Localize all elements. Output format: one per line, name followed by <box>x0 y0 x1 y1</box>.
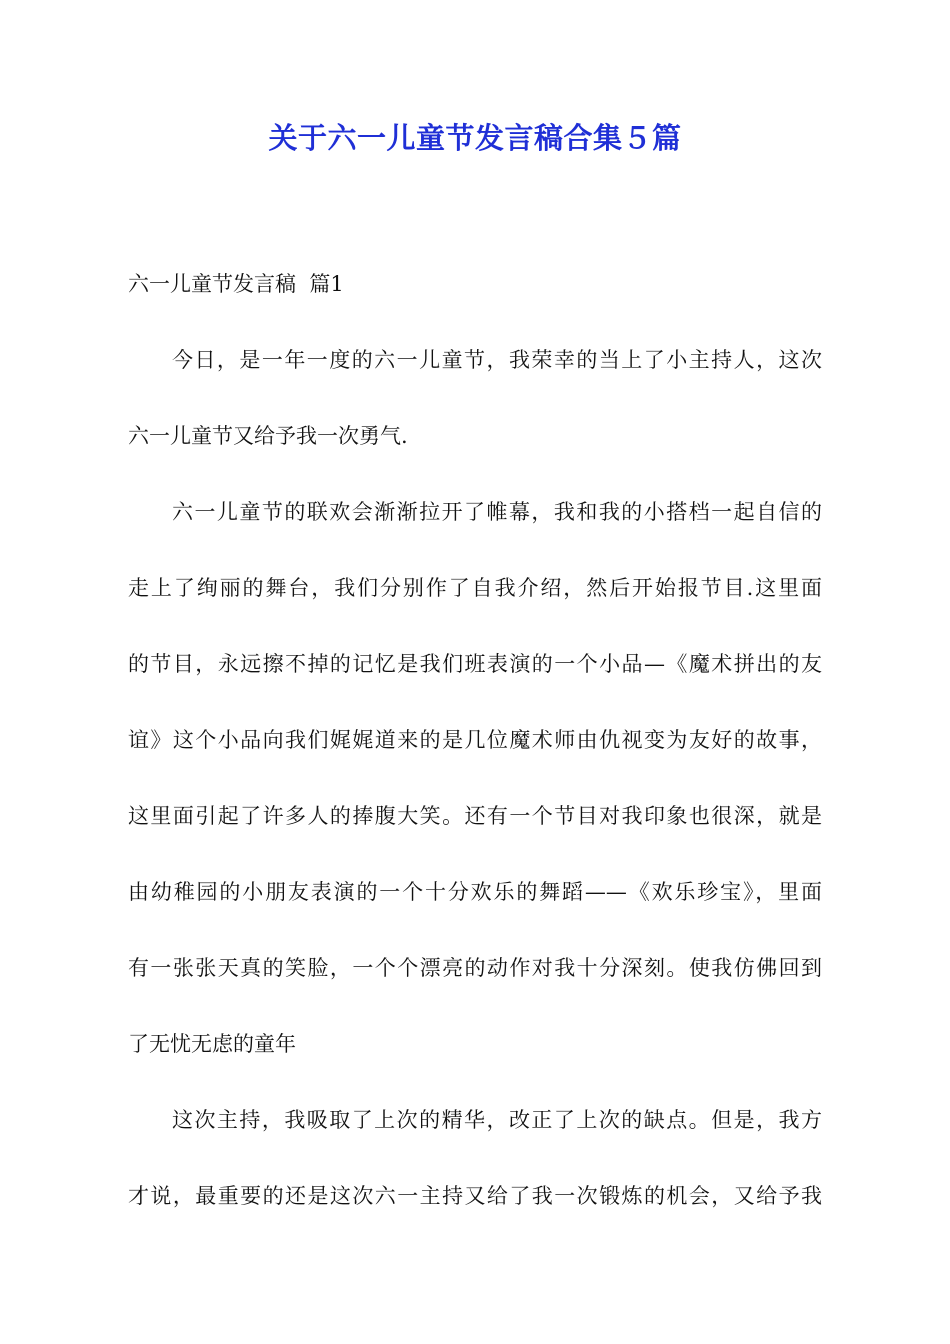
paragraph-line: 由幼稚园的小朋友表演的一个十分欢乐的舞蹈——《欢乐珍宝》，里面 <box>128 880 822 904</box>
paragraph-2 <box>128 492 822 1064</box>
paragraph-line: 六一儿童节的联欢会渐渐拉开了帷幕，我和我的小搭档一起自信的 <box>172 500 822 524</box>
paragraph-line: 这里面引起了许多人的捧腹大笑。还有一个节目对我印象也很深，就是 <box>128 804 822 828</box>
paragraph-line: 这次主持，我吸取了上次的精华，改正了上次的缺点。但是，我方 <box>172 1108 822 1132</box>
paragraph-1 <box>128 340 822 456</box>
paragraph-line: 谊》这个小品向我们娓娓道来的是几位魔术师由仇视变为友好的故事， <box>128 728 822 752</box>
paragraph-line: 有一张张天真的笑脸，一个个漂亮的动作对我十分深刻。使我仿佛回到 <box>128 956 822 980</box>
document-title: 关于六一儿童节发言稿合集５篇 <box>268 121 682 155</box>
section-heading: 六一儿童节发言稿 篇1 <box>128 272 344 296</box>
paragraph-line: 才说，最重要的还是这次六一主持又给了我一次锻炼的机会，又给予我 <box>128 1184 822 1208</box>
paragraph-3 <box>128 1100 822 1216</box>
paragraph-line: 今日，是一年一度的六一儿童节，我荣幸的当上了小主持人，这次 <box>172 348 822 372</box>
paragraph-line: 了无忧无虑的童年 <box>128 1032 296 1056</box>
document-body <box>128 264 822 1216</box>
paragraph-line: 的节目，永远擦不掉的记忆是我们班表演的一个小品—《魔术拼出的友 <box>128 652 822 676</box>
paragraph-line: 六一儿童节又给予我一次勇气. <box>128 424 408 448</box>
paragraph-line: 走上了绚丽的舞台，我们分别作了自我介绍，然后开始报节目.这里面 <box>128 576 822 600</box>
